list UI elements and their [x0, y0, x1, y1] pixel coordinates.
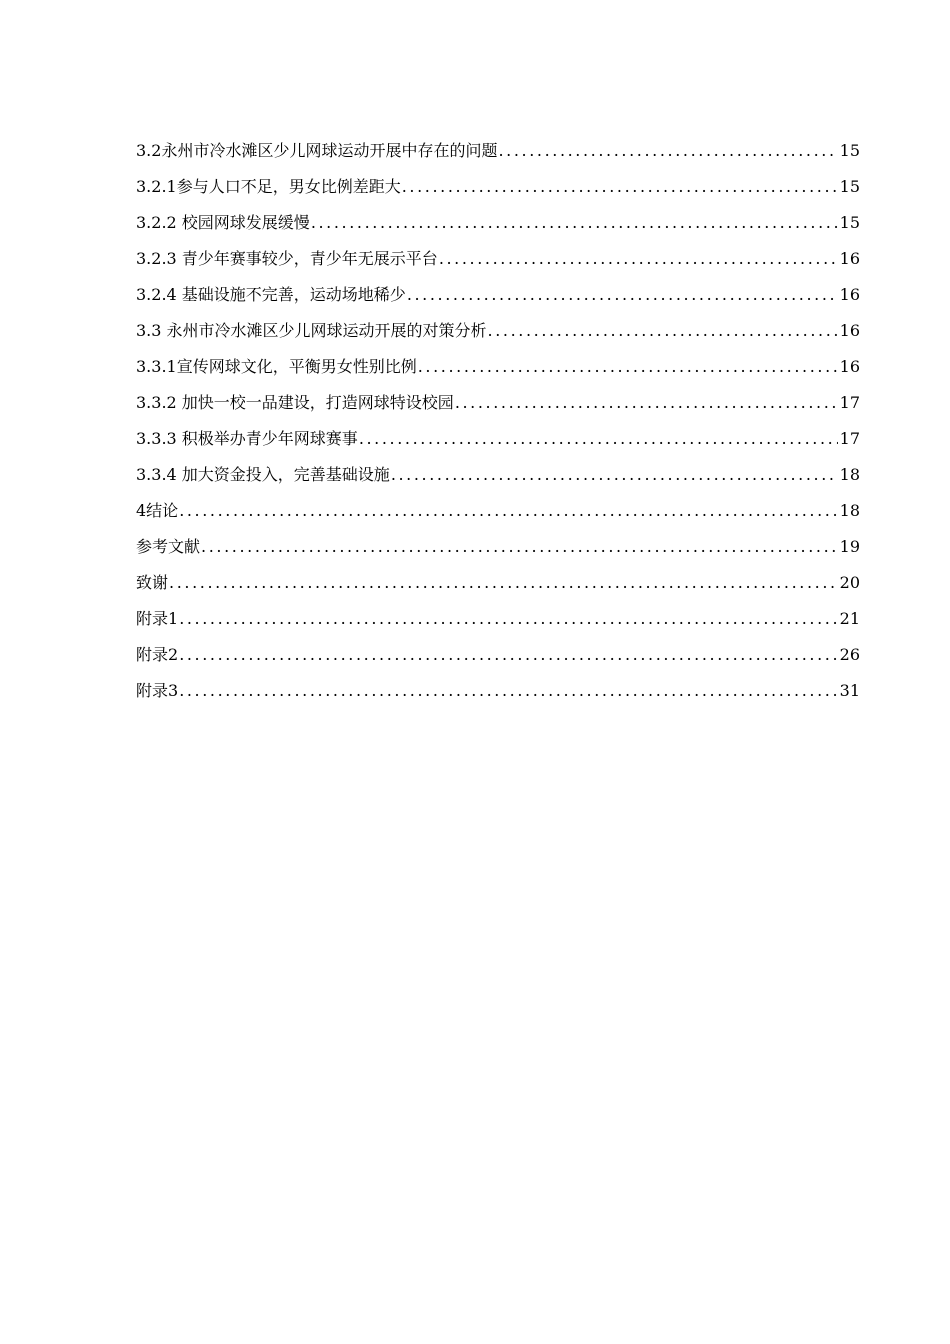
toc-entry-title: 附录2 — [136, 645, 179, 664]
toc-page-number: 18 — [839, 465, 860, 484]
toc-dot-leader — [178, 676, 837, 706]
toc-entry-title: 3.2.4 基础设施不完善，运动场地稀少 — [136, 285, 406, 304]
toc-entry-3-3-1[interactable] — [136, 352, 860, 388]
toc-page-number: 19 — [839, 537, 860, 556]
toc-entry-title: 附录1 — [136, 609, 179, 628]
toc-dot-leader — [178, 604, 837, 634]
toc-entry-3-2-1[interactable] — [136, 172, 860, 208]
toc-entry-title: 3.2永州市冷水滩区少儿网球运动开展中存在的问题 — [136, 141, 498, 160]
toc-entry-title: 3.3.3 积极举办青少年网球赛事 — [136, 429, 358, 448]
toc-page-number: 20 — [839, 573, 860, 592]
toc-entry-3-3-2[interactable] — [136, 388, 860, 424]
toc-entry-appendix-3[interactable] — [136, 676, 860, 712]
toc-entry-references[interactable] — [136, 532, 860, 568]
toc-page-number: 15 — [839, 177, 860, 196]
toc-dot-leader — [417, 352, 838, 382]
toc-page-number: 26 — [839, 645, 860, 664]
toc-entry-3-3-3[interactable] — [136, 424, 860, 460]
toc-entry-title: 3.3.1宣传网球文化，平衡男女性别比例 — [136, 357, 417, 376]
toc-entry-title: 致谢 — [136, 573, 169, 592]
toc-dot-leader — [406, 280, 838, 310]
toc-page-number: 15 — [839, 141, 860, 160]
toc-page-number: 16 — [839, 249, 860, 268]
toc-page-number: 17 — [839, 393, 860, 412]
toc-page-number: 31 — [839, 681, 860, 700]
toc-dot-leader — [497, 136, 837, 166]
toc-entry-title: 3.3 永州市冷水滩区少儿网球运动开展的对策分析 — [136, 321, 487, 340]
toc-dot-leader — [310, 208, 838, 238]
toc-page-number: 18 — [839, 501, 860, 520]
toc-entry-title: 3.3.4 加大资金投入，完善基础设施 — [136, 465, 390, 484]
toc-entry-3-2-4[interactable] — [136, 280, 860, 316]
toc-dot-leader — [358, 424, 838, 454]
toc-entry-appendix-2[interactable] — [136, 640, 860, 676]
toc-dot-leader — [438, 244, 838, 274]
toc-entry-title: 3.2.1参与人口不足，男女比例差距大 — [136, 177, 401, 196]
toc-entry-appendix-1[interactable] — [136, 604, 860, 640]
toc-entry-title: 3.2.3 青少年赛事较少，青少年无展示平台 — [136, 249, 438, 268]
toc-page-number: 21 — [839, 609, 860, 628]
toc-dot-leader — [454, 388, 838, 418]
toc-entry-3-2-3[interactable] — [136, 244, 860, 280]
toc-entry-3-3[interactable] — [136, 316, 860, 352]
toc-page-number: 16 — [839, 321, 860, 340]
toc-entry-title: 3.2.2 校园网球发展缓慢 — [136, 213, 310, 232]
toc-entry-title: 3.3.2 加快一校一品建设，打造网球特设校园 — [136, 393, 454, 412]
toc-entry-acknowledgements[interactable] — [136, 568, 860, 604]
toc-entry-title: 4结论 — [136, 501, 179, 520]
table-of-contents — [136, 136, 860, 712]
toc-entry-3-2-2[interactable] — [136, 208, 860, 244]
toc-dot-leader — [487, 316, 838, 346]
toc-entry-3-3-4[interactable] — [136, 460, 860, 496]
toc-dot-leader — [401, 172, 838, 202]
toc-entry-title: 附录3 — [136, 681, 179, 700]
toc-page-number: 16 — [839, 357, 860, 376]
toc-dot-leader — [390, 460, 838, 490]
toc-dot-leader — [168, 568, 838, 598]
toc-entry-conclusion[interactable] — [136, 496, 860, 532]
toc-page-number: 16 — [839, 285, 860, 304]
toc-entry-3-2[interactable] — [136, 136, 860, 172]
toc-page-number: 15 — [839, 213, 860, 232]
toc-dot-leader — [178, 640, 837, 670]
toc-page-number: 17 — [839, 429, 860, 448]
toc-dot-leader — [178, 496, 837, 526]
toc-dot-leader — [200, 532, 838, 562]
toc-entry-title: 参考文献 — [136, 537, 201, 556]
